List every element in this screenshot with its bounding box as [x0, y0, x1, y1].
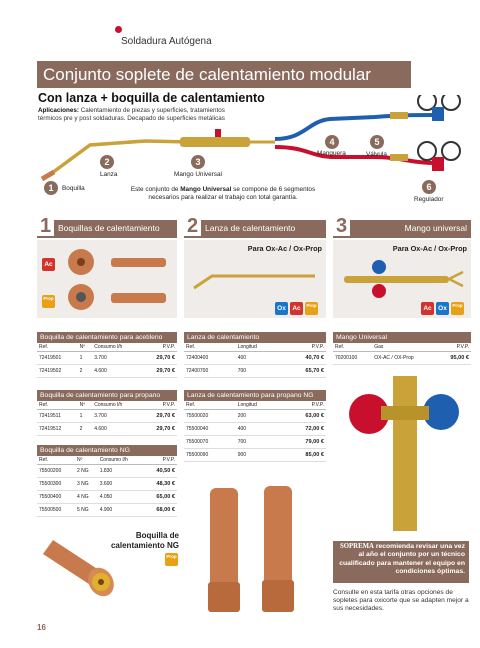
- callout-4-number: 4: [325, 135, 339, 149]
- badge-prop: Prop: [165, 553, 178, 566]
- cell-num: 2: [78, 422, 93, 435]
- callout-1-number: 1: [44, 181, 58, 195]
- col-header: Nº: [78, 343, 93, 351]
- col-header: P.V.P.: [142, 343, 177, 351]
- section-1-title: Boquillas de calentamiento: [54, 220, 177, 236]
- table-row: [333, 351, 471, 364]
- sprema-brand: SOPREMA: [339, 543, 374, 550]
- section-1-header: [37, 216, 177, 238]
- cell-longitud: 700: [236, 435, 282, 448]
- section-title: Soldadura Autógena: [121, 36, 212, 47]
- cell-price: 40,50 €: [144, 464, 177, 477]
- badge-ac: Ac: [42, 258, 55, 271]
- cell-longitud: 400: [236, 422, 282, 435]
- cell-consumo: 3.700: [92, 351, 142, 364]
- table-row: [37, 351, 177, 364]
- col-header: Ref.: [184, 401, 236, 409]
- callout-1-label: Boquilla: [62, 185, 85, 192]
- copper-nozzles-photo: [200, 482, 310, 622]
- cell-ref: 75500400: [37, 490, 75, 503]
- cell-ref: 70200100: [333, 351, 372, 364]
- section-3-title: Mango universal: [350, 220, 471, 236]
- cell-num: 3 NG: [75, 477, 98, 490]
- col-header: P.V.P.: [144, 456, 177, 464]
- callout-6-label: Regulador: [414, 196, 444, 203]
- valve-top: [390, 112, 408, 119]
- cell-price: 29,70 €: [142, 351, 177, 364]
- cell-ref: 75500200: [37, 464, 75, 477]
- badge-ox: Ox: [436, 302, 449, 315]
- col-header: Consumo l/h: [92, 401, 142, 409]
- callout-6-number: 6: [422, 180, 436, 194]
- data-table: [37, 343, 177, 378]
- badge-prop: Prop: [42, 295, 55, 308]
- col-header: Nº: [75, 456, 98, 464]
- cell-ref: 75500500: [37, 503, 75, 516]
- section-1-number: 1: [40, 215, 52, 237]
- cell-num: 1: [78, 351, 93, 364]
- col-header: Ref.: [37, 401, 78, 409]
- cell-ref: 75500020: [184, 409, 236, 422]
- badge-ox: Ox: [275, 302, 288, 315]
- table-title: Boquilla de calentamiento para propano: [37, 390, 177, 401]
- cell-consumo: 4.600: [92, 422, 142, 435]
- handle-valve-red: [215, 129, 221, 137]
- regulator-gauge-2: [442, 95, 460, 110]
- regulator-body-red: [432, 157, 444, 171]
- data-table: [37, 401, 177, 436]
- callout-5-number: 5: [370, 135, 384, 149]
- intro-bold: Mango Universal: [180, 186, 232, 193]
- cell-ref: 75500070: [184, 435, 236, 448]
- nozzle-tip: [42, 172, 54, 179]
- cell-consumo: 3.600: [98, 477, 144, 490]
- callout-5-label: Válvula: [366, 151, 387, 158]
- col-header: Longitud: [236, 343, 282, 351]
- cell-price: 48,30 €: [144, 477, 177, 490]
- cell-num: 2 NG: [75, 464, 98, 477]
- table-title: Boquilla de calentamiento para acetileno: [37, 332, 177, 343]
- table-row: [37, 464, 177, 477]
- col-header: Ref.: [37, 456, 75, 464]
- applications-body: Calentamiento de piezas y superficies, tratamientos térmicos pre y post soldaduras. Decapado de superficies metálicas: [38, 107, 225, 122]
- section-3-number: 3: [336, 215, 348, 237]
- table-boquilla-propano: [37, 390, 177, 436]
- cell-price: 85,00 €: [281, 448, 326, 461]
- section-2-header: [184, 216, 326, 238]
- cell-ref: 75500300: [37, 477, 75, 490]
- cell-ref: 75500090: [184, 448, 236, 461]
- cell-num: 4 NG: [75, 490, 98, 503]
- cell-price: 29,70 €: [142, 409, 177, 422]
- cell-price: 72,00 €: [281, 422, 326, 435]
- hose-blue: [275, 115, 435, 139]
- cell-price: 65,00 €: [144, 490, 177, 503]
- cell-ref: 75500040: [184, 422, 236, 435]
- cell-longitud: 900: [236, 448, 282, 461]
- callout-2-label: Lanza: [100, 171, 118, 178]
- cell-ref: 72419501: [37, 351, 78, 364]
- col-header: P.V.P.: [281, 343, 326, 351]
- badge-ac: Ac: [421, 302, 434, 315]
- table-row: [37, 477, 177, 490]
- cell-longitud: 400: [236, 351, 282, 364]
- sprema-recommendation: [333, 541, 469, 583]
- section-3-header: [333, 216, 471, 238]
- data-table: [333, 343, 471, 365]
- cell-num: 1: [78, 409, 93, 422]
- cell-longitud: 200: [236, 409, 282, 422]
- cell-price: 79,00 €: [281, 435, 326, 448]
- badge-prop: Prop: [451, 302, 464, 315]
- col-header: Ref.: [333, 343, 372, 351]
- table-title: Boquilla de calentamiento NG: [37, 445, 177, 456]
- regulator-gauge-4: [442, 142, 460, 160]
- hose-red: [275, 147, 435, 163]
- table-title: Lanza de calentamiento para propano NG: [184, 390, 326, 401]
- table-row: [37, 422, 177, 435]
- col-header: Consumo l/h: [92, 343, 142, 351]
- section-2-title: Lanza de calentamiento: [201, 220, 326, 236]
- table-row: [184, 435, 326, 448]
- nozzle-side-1: [111, 258, 166, 267]
- page-banner-title: Conjunto soplete de calentamiento modular: [37, 61, 411, 88]
- page-number: 16: [37, 623, 46, 632]
- table-row: [37, 490, 177, 503]
- section-2-para: Para Ox-Ac / Ox-Prop: [247, 244, 322, 253]
- table-row: [37, 409, 177, 422]
- table-boquilla-ng: [37, 445, 177, 517]
- cell-ref: 72419511: [37, 409, 78, 422]
- cell-longitud: 700: [236, 364, 282, 377]
- table-lanza-ng: [184, 390, 326, 462]
- section-2-number: 2: [187, 215, 199, 237]
- callout-4-label: Manguera: [317, 150, 346, 157]
- cell-consumo: 4.600: [92, 364, 142, 377]
- product-subtitle: Con lanza + boquilla de calentamiento: [38, 91, 265, 105]
- table-row: [184, 448, 326, 461]
- cell-price: 29,70 €: [142, 364, 177, 377]
- table-row: [184, 409, 326, 422]
- cell-num: 5 NG: [75, 503, 98, 516]
- ng-nozzle-label: Boquilla de calentamiento NG: [110, 531, 179, 550]
- cell-consumo: 1.830: [98, 464, 144, 477]
- data-table: [184, 401, 326, 462]
- sprema-text: recomienda revisar una vez al año el conjunto por un técnico cualificado para mantener el equipo en condiciones óptimas.: [339, 543, 465, 576]
- cell-consumo: 4.050: [98, 490, 144, 503]
- cell-consumo: 3.700: [92, 409, 142, 422]
- cell-price: 63,00 €: [281, 409, 326, 422]
- callout-3-label: Mango Universal: [174, 171, 222, 178]
- table-row: [37, 364, 177, 377]
- handle-body: [180, 137, 250, 147]
- nozzle-side-2: [111, 293, 166, 303]
- table-row: [184, 364, 326, 377]
- cell-ref: 72400700: [184, 364, 236, 377]
- lance-image: [190, 266, 320, 296]
- cell-ref: 72400400: [184, 351, 236, 364]
- col-header: Ref.: [184, 343, 236, 351]
- cell-num: 2: [78, 364, 93, 377]
- col-header: Longitud: [236, 401, 282, 409]
- valve-bottom: [390, 154, 408, 161]
- section-2-image-box: [184, 240, 326, 318]
- cell-gas: OX-AC / OX-Prop: [372, 351, 437, 364]
- cell-price: 68,00 €: [144, 503, 177, 516]
- cell-ref: 72419512: [37, 422, 78, 435]
- data-table: [184, 343, 326, 378]
- col-header: Ref.: [37, 343, 78, 351]
- applications-label: Aplicaciones:: [38, 107, 79, 114]
- col-header: Nº: [78, 401, 93, 409]
- table-boquilla-acetileno: [37, 332, 177, 378]
- intro-post: se compone de 6 segmentos necesarios para realizar el trabajo con total garantía.: [148, 186, 316, 201]
- col-header: Gas: [372, 343, 437, 351]
- consulte-text: Consulte en esta tarifa otras opciones de sopletes para oxicorte que se adapten mejor a sus necesidades.: [333, 589, 469, 613]
- cell-price: 95,00 €: [437, 351, 471, 364]
- col-header: P.V.P.: [437, 343, 471, 351]
- section-3-para: Para Ox-Ac / Ox-Prop: [392, 244, 467, 253]
- table-row: [184, 351, 326, 364]
- badge-prop: Prop: [305, 302, 318, 315]
- cell-ref: 72419502: [37, 364, 78, 377]
- brand-dot: [115, 26, 122, 33]
- col-header: P.V.P.: [142, 401, 177, 409]
- lance-tube: [52, 141, 190, 173]
- col-header: Consumo l/h: [98, 456, 144, 464]
- handle-image: [339, 258, 467, 298]
- cell-consumo: 4.900: [98, 503, 144, 516]
- col-header: P.V.P.: [281, 401, 326, 409]
- section-1-image-box: [37, 240, 177, 318]
- intro-text: [118, 186, 328, 202]
- table-row: [184, 422, 326, 435]
- badge-ac: Ac: [290, 302, 303, 315]
- table-row: [37, 503, 177, 516]
- intro-pre: Este conjunto de: [130, 186, 181, 193]
- cell-price: 29,70 €: [142, 422, 177, 435]
- table-title: Mango Universal: [333, 332, 471, 343]
- table-lanza: [184, 332, 326, 378]
- nozzle-images: [59, 244, 174, 316]
- section-3-image-box: [333, 240, 471, 318]
- cell-price: 65,70 €: [281, 364, 326, 377]
- mango-closeup-photo: [345, 376, 465, 531]
- regulator-body-blue: [432, 107, 444, 121]
- table-title: Lanza de calentamiento: [184, 332, 326, 343]
- table-mango: [333, 332, 471, 365]
- data-table: [37, 456, 177, 517]
- callout-2-number: 2: [100, 155, 114, 169]
- cell-price: 40,70 €: [281, 351, 326, 364]
- callout-3-number: 3: [191, 155, 205, 169]
